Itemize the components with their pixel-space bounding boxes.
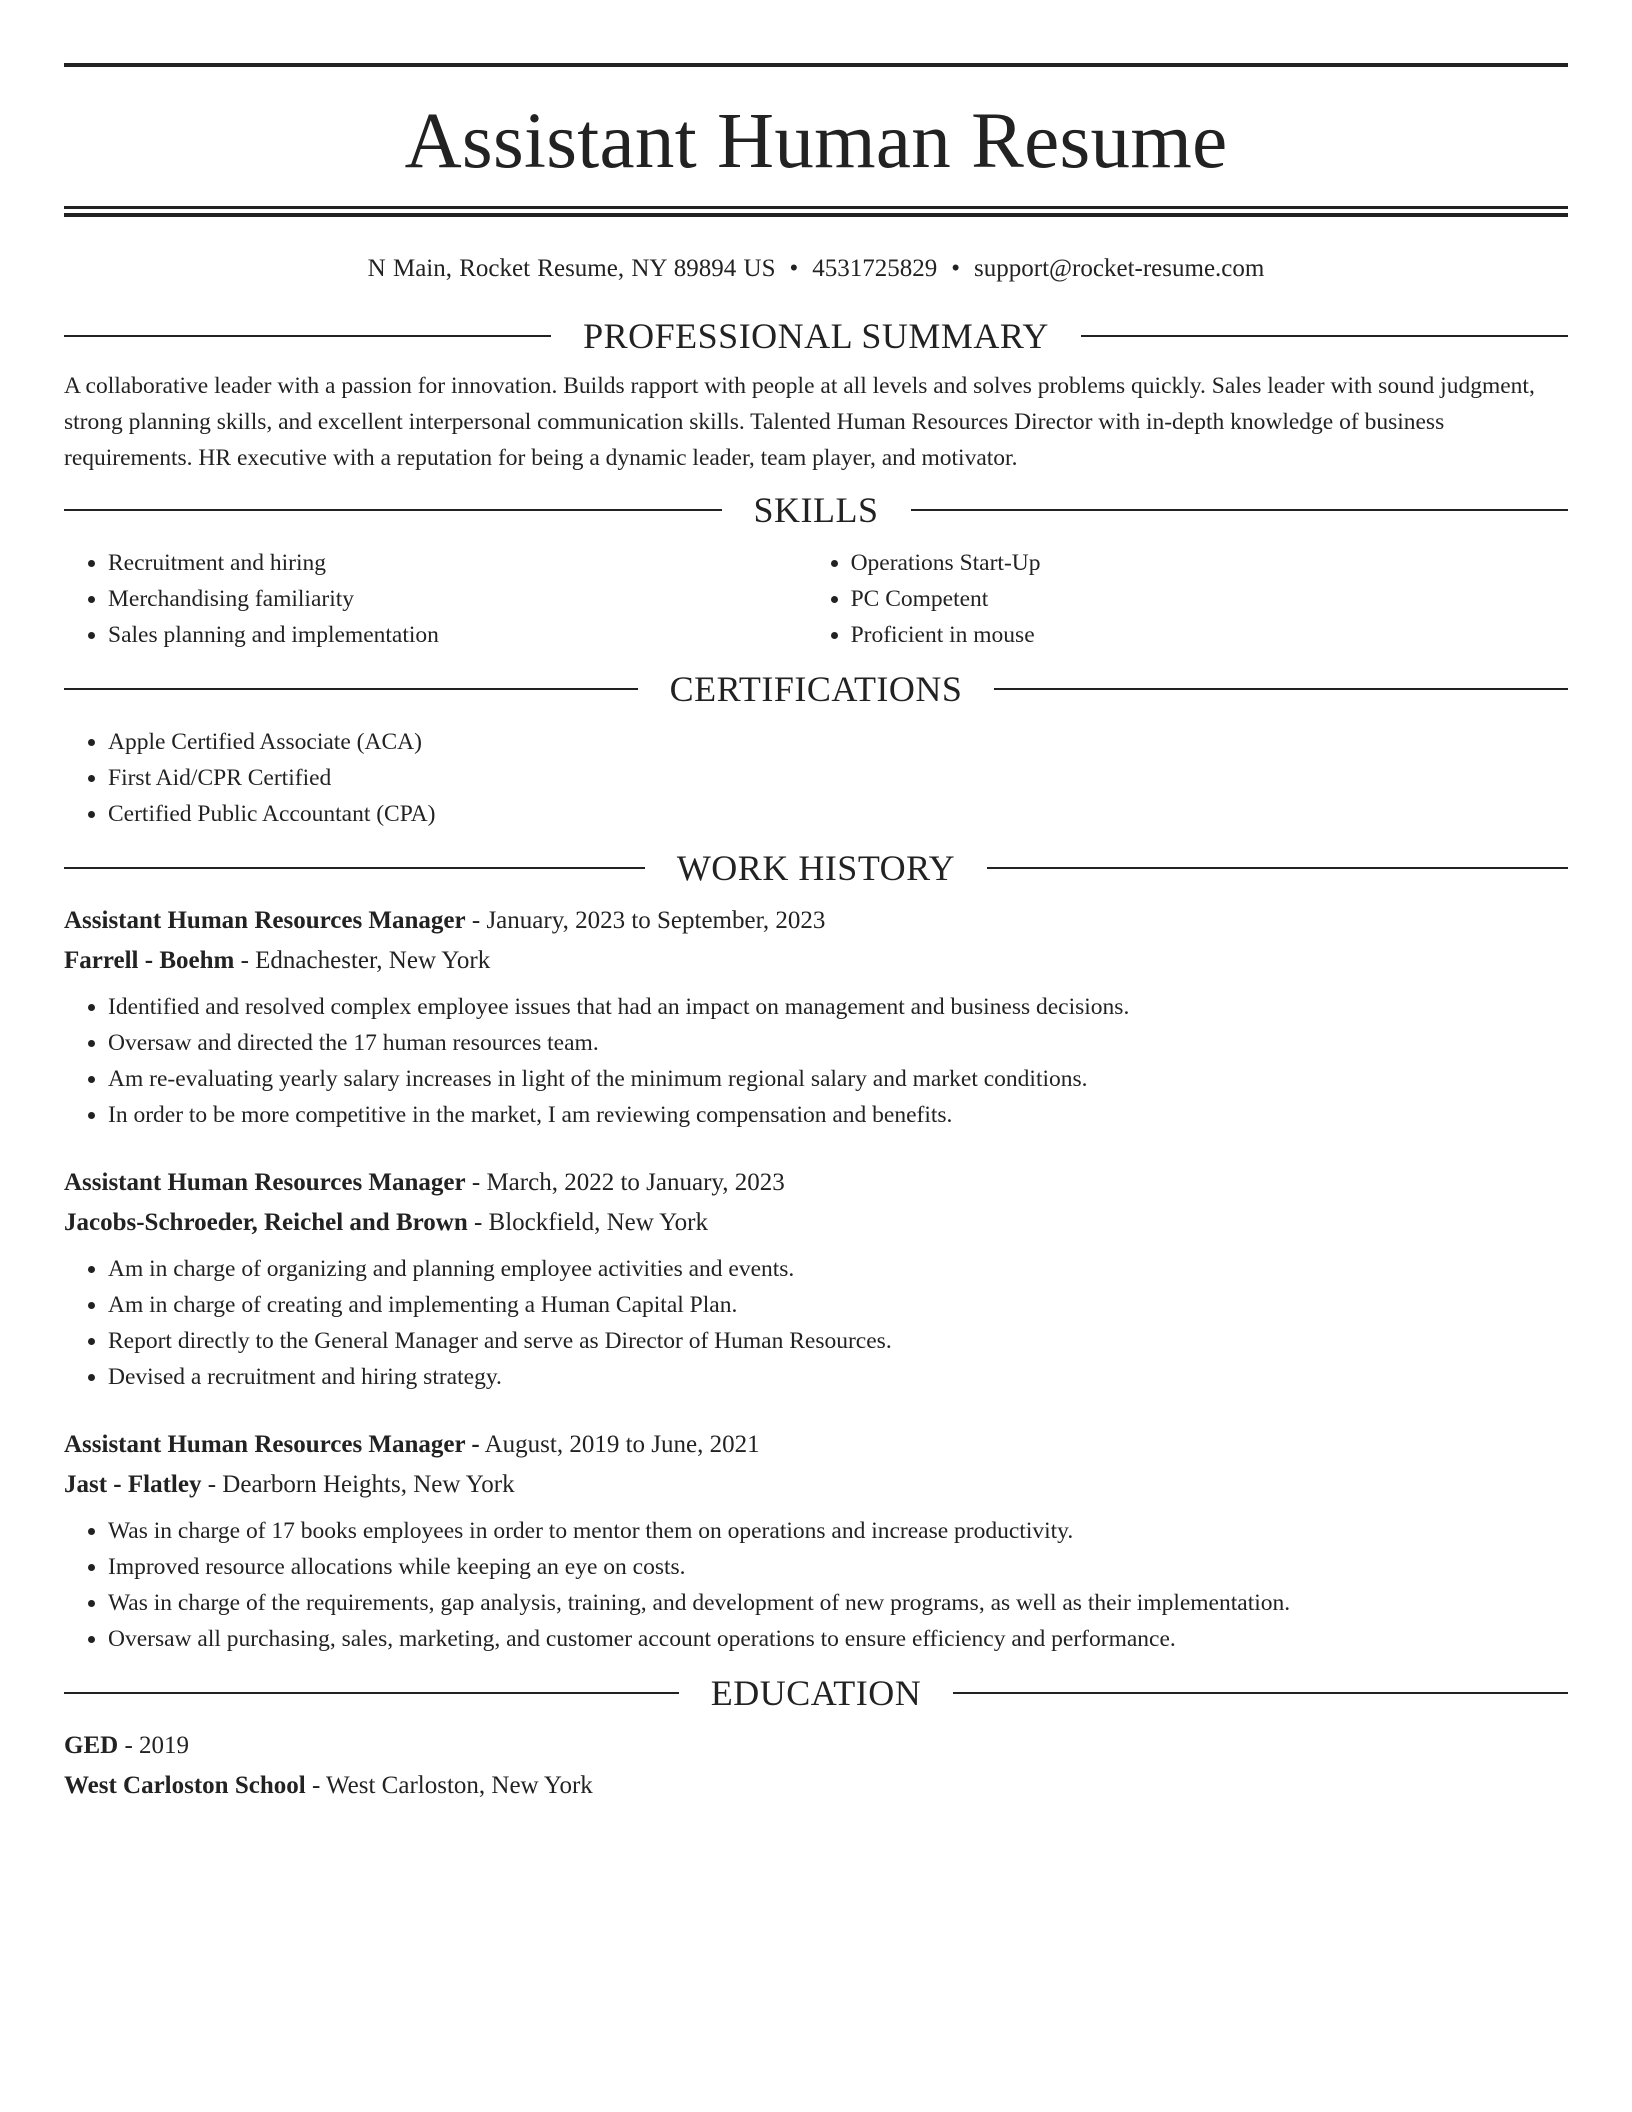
certification-item: • Certified Public Accountant (CPA) [108, 796, 1568, 832]
heading-rule [987, 867, 1568, 869]
resume-title: Assistant Human Resume [404, 98, 1228, 185]
job-bullet: • Am in charge of creating and implementing a Human Capital Plan. [108, 1287, 1568, 1323]
contact-separator: • [789, 255, 799, 282]
education-year: - 2019 [118, 1732, 190, 1759]
education-location: - West Carloston, New York [305, 1772, 593, 1799]
job-company: Farrell - Boehm [64, 947, 235, 974]
heading-rule [64, 1692, 679, 1694]
job-title-line [64, 1425, 1568, 1465]
job-title: Assistant Human Resources Manager [64, 1169, 466, 1196]
section-heading-certifications [64, 667, 1568, 711]
certifications-list [64, 724, 1568, 832]
job-company-line [64, 1465, 1568, 1505]
job-location: - Dearborn Heights, New York [201, 1471, 515, 1498]
job-bullets [64, 989, 1568, 1133]
heading-rule [64, 688, 638, 690]
job-bullets [64, 1251, 1568, 1395]
heading-label: EDUCATION [710, 1673, 922, 1713]
heading-rule [911, 509, 1569, 511]
job-bullet: • Devised a recruitment and hiring strategy. [108, 1359, 1568, 1395]
job-company-line [64, 941, 1568, 981]
job-bullet: • Report directly to the General Manager and serve as Director of Human Resources. [108, 1323, 1568, 1359]
heading-rule [1081, 335, 1568, 337]
skill-item: • Recruitment and hiring [108, 545, 807, 581]
heading-rule [994, 688, 1568, 690]
heading-rule [953, 1692, 1568, 1694]
skill-item: • Operations Start-Up [851, 545, 1568, 581]
education-degree: GED [64, 1732, 119, 1759]
job-bullet: • Am in charge of organizing and planning employee activities and events. [108, 1251, 1568, 1287]
job-bullets [64, 1513, 1568, 1657]
contact-address: N Main, Rocket Resume, NY 89894 US [367, 255, 776, 282]
job-title: Assistant Human Resources Manager - [64, 1431, 480, 1458]
heading-rule [64, 335, 551, 337]
skill-item: • Sales planning and implementation [108, 617, 807, 653]
skill-item: • Merchandising familiarity [108, 581, 807, 617]
job-location: - Blockfield, New York [467, 1209, 708, 1236]
job-entry [64, 1163, 1568, 1395]
education-school: West Carloston School [64, 1772, 306, 1799]
section-heading-summary [64, 314, 1568, 358]
job-company: Jast - Flatley [64, 1471, 202, 1498]
job-location: - Ednachester, New York [234, 947, 491, 974]
job-bullet: • In order to be more competitive in the market, I am reviewing compensation and benefits. [108, 1097, 1568, 1133]
education-entry [64, 1726, 1568, 1806]
heading-label: WORK HISTORY [676, 848, 956, 888]
heading-label: CERTIFICATIONS [669, 669, 963, 709]
job-entry [64, 1425, 1568, 1657]
section-heading-education [64, 1671, 1568, 1715]
job-title-line [64, 901, 1568, 941]
heading-rule [64, 509, 722, 511]
certification-item: • Apple Certified Associate (ACA) [108, 724, 1568, 760]
skills-list-left [64, 545, 807, 653]
skills-list-right [807, 545, 1568, 653]
education-degree-line [64, 1726, 1568, 1766]
skill-item: • PC Competent [851, 581, 1568, 617]
job-bullet: • Oversaw and directed the 17 human resources team. [108, 1025, 1568, 1061]
resume-page [64, 63, 1568, 1806]
job-dates: August, 2019 to June, 2021 [479, 1431, 760, 1458]
job-bullet: • Improved resource allocations while keeping an eye on costs. [108, 1549, 1568, 1585]
job-title: Assistant Human Resources Manager [64, 907, 466, 934]
education-school-line [64, 1766, 1568, 1806]
contact-phone: 4531725829 [812, 255, 938, 282]
section-heading-skills [64, 488, 1568, 532]
job-title-line [64, 1163, 1568, 1203]
contact-separator: • [951, 255, 961, 282]
top-rule [64, 63, 1568, 67]
job-bullet: • Am re-evaluating yearly salary increases in light of the minimum regional salary and market conditions. [108, 1061, 1568, 1097]
job-dates: - January, 2023 to September, 2023 [465, 907, 826, 934]
job-bullet: • Was in charge of 17 books employees in order to mentor them on operations and increase productivity. [108, 1513, 1568, 1549]
heading-label: SKILLS [753, 490, 879, 530]
skills-columns [64, 545, 1568, 653]
skill-item: • Proficient in mouse [851, 617, 1568, 653]
job-bullet: • Was in charge of the requirements, gap analysis, training, and development of new programs, as well as their implementation. [108, 1585, 1568, 1621]
job-entry [64, 901, 1568, 1133]
certification-item: • First Aid/CPR Certified [108, 760, 1568, 796]
job-bullet: • Oversaw all purchasing, sales, marketing, and customer account operations to ensure efficiency and performance. [108, 1621, 1568, 1657]
heading-label: PROFESSIONAL SUMMARY [583, 316, 1049, 356]
contact-email: support@rocket-resume.com [974, 255, 1265, 282]
job-dates: - March, 2022 to January, 2023 [465, 1169, 785, 1196]
heading-rule [64, 867, 645, 869]
job-company-line [64, 1203, 1568, 1243]
summary-text: A collaborative leader with a passion for innovation. Builds rapport with people at all levels and solves problems quickly. Sales leader with sound judgment, strong planning skills, and excellent interpersonal communication skills. Talented Human Resources Director with in-depth knowledge of business requirements. HR executive with a reputation for being a dynamic leader, team player, and motivator. [64, 373, 1535, 471]
section-heading-work-history [64, 846, 1568, 890]
title-double-rule [64, 206, 1568, 217]
job-company: Jacobs-Schroeder, Reichel and Brown [64, 1209, 468, 1236]
contact-line [64, 251, 1568, 287]
job-bullet: • Identified and resolved complex employee issues that had an impact on management and business decisions. [108, 989, 1568, 1025]
